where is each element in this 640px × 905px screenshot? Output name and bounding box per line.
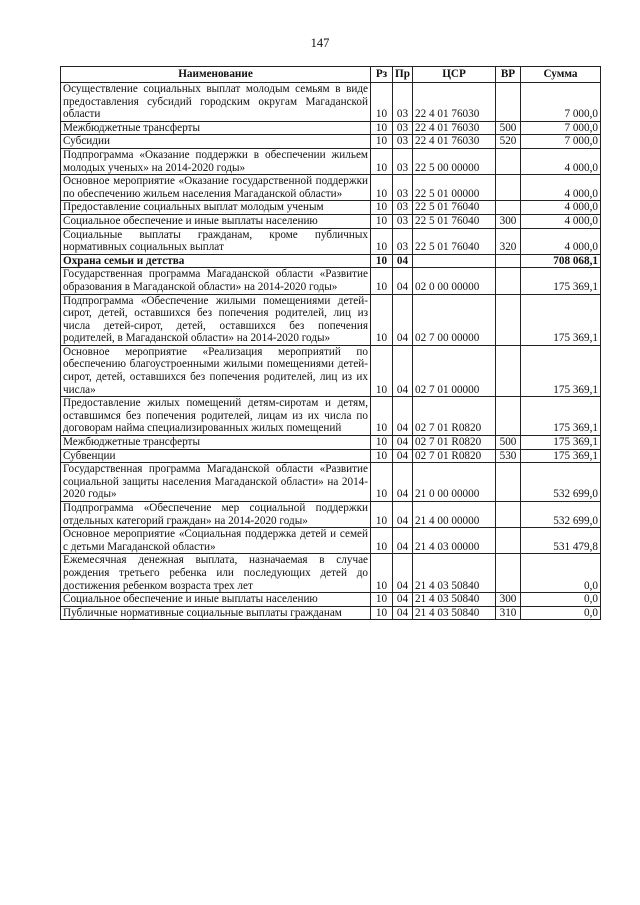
cell-sum: 175 369,1	[521, 397, 601, 436]
cell-name: Подпрограмма «Обеспечение мер социальной поддержки отдельных категорий граждан» на 2014-2020 годы»	[61, 502, 371, 528]
cell-vr	[496, 201, 521, 215]
table-row	[61, 449, 601, 463]
cell-sum: 175 369,1	[521, 268, 601, 294]
cell-name: Подпрограмма «Обеспечение жилыми помещениями детей-сирот, детей, оставшихся без попечения родителей, лиц из числа детей-сирот, детей, оставшихся без попечения родителей, в Магаданской области» на 2014-2020 годы»	[61, 294, 371, 345]
table-row	[61, 214, 601, 228]
table-row	[61, 436, 601, 450]
cell-csr: 22 5 01 76040	[413, 214, 496, 228]
cell-sum: 7 000,0	[521, 83, 601, 122]
cell-pr: 03	[393, 83, 413, 122]
cell-vr: 500	[496, 436, 521, 450]
header-vr: ВР	[496, 67, 521, 83]
cell-pr: 04	[393, 554, 413, 593]
cell-sum: 4 000,0	[521, 175, 601, 201]
cell-pr: 04	[393, 593, 413, 607]
cell-rz: 10	[371, 254, 393, 268]
table-row	[61, 135, 601, 149]
cell-sum: 175 369,1	[521, 436, 601, 450]
cell-rz: 10	[371, 148, 393, 174]
cell-name: Субвенции	[61, 449, 371, 463]
table-row	[61, 397, 601, 436]
cell-name: Подпрограмма «Оказание поддержки в обеспечении жильем молодых ученых» на 2014-2020 годы»	[61, 148, 371, 174]
cell-csr: 02 7 01 00000	[413, 345, 496, 396]
table-row	[61, 345, 601, 396]
cell-sum: 4 000,0	[521, 214, 601, 228]
cell-rz: 10	[371, 463, 393, 502]
cell-name: Социальное обеспечение и иные выплаты населению	[61, 593, 371, 607]
cell-pr: 04	[393, 254, 413, 268]
table-row	[61, 606, 601, 620]
cell-csr: 02 7 01 R0820	[413, 436, 496, 450]
cell-csr: 02 7 01 R0820	[413, 449, 496, 463]
header-csr: ЦСР	[413, 67, 496, 83]
cell-name: Социальное обеспечение и иные выплаты населению	[61, 214, 371, 228]
cell-rz: 10	[371, 606, 393, 620]
cell-csr: 02 0 00 00000	[413, 268, 496, 294]
cell-pr: 04	[393, 436, 413, 450]
cell-sum: 532 699,0	[521, 502, 601, 528]
cell-csr: 22 4 01 76030	[413, 121, 496, 135]
cell-pr: 03	[393, 201, 413, 215]
cell-sum: 0,0	[521, 593, 601, 607]
cell-pr: 03	[393, 135, 413, 149]
cell-rz: 10	[371, 201, 393, 215]
cell-pr: 04	[393, 397, 413, 436]
cell-name: Государственная программа Магаданской области «Развитие образования в Магаданской области» на 2014-2020 годы»	[61, 268, 371, 294]
budget-table	[60, 66, 601, 620]
cell-csr	[413, 254, 496, 268]
table-row	[61, 254, 601, 268]
table-row	[61, 593, 601, 607]
cell-csr: 21 4 03 00000	[413, 528, 496, 554]
cell-name: Субсидии	[61, 135, 371, 149]
cell-vr	[496, 502, 521, 528]
cell-pr: 03	[393, 121, 413, 135]
cell-sum: 532 699,0	[521, 463, 601, 502]
cell-rz: 10	[371, 83, 393, 122]
cell-rz: 10	[371, 228, 393, 254]
cell-sum: 175 369,1	[521, 449, 601, 463]
cell-name: Предоставление жилых помещений детям-сиротам и детям, оставшимся без попечения родителей, лицам из их числа по договорам найма специализированных жилых помещений	[61, 397, 371, 436]
cell-rz: 10	[371, 294, 393, 345]
cell-csr: 22 5 00 00000	[413, 148, 496, 174]
cell-vr	[496, 175, 521, 201]
cell-name: Охрана семьи и детства	[61, 254, 371, 268]
table-row	[61, 268, 601, 294]
cell-csr: 22 5 01 76040	[413, 201, 496, 215]
table-row	[61, 502, 601, 528]
cell-vr	[496, 528, 521, 554]
table-row	[61, 201, 601, 215]
cell-name: Ежемесячная денежная выплата, назначаемая в случае рождения третьего ребенка или последующих детей до достижения ребенком возраста трех лет	[61, 554, 371, 593]
cell-rz: 10	[371, 502, 393, 528]
cell-sum: 531 479,8	[521, 528, 601, 554]
cell-rz: 10	[371, 397, 393, 436]
cell-csr: 22 4 01 76030	[413, 83, 496, 122]
cell-rz: 10	[371, 121, 393, 135]
cell-pr: 04	[393, 345, 413, 396]
cell-name: Основное мероприятие «Оказание государственной поддержки по обеспечению жильем населения Магаданской области»	[61, 175, 371, 201]
cell-sum: 708 068,1	[521, 254, 601, 268]
cell-rz: 10	[371, 214, 393, 228]
cell-rz: 10	[371, 593, 393, 607]
cell-pr: 04	[393, 502, 413, 528]
table-body	[61, 83, 601, 620]
cell-vr: 520	[496, 135, 521, 149]
cell-pr: 04	[393, 449, 413, 463]
cell-sum: 4 000,0	[521, 228, 601, 254]
cell-csr: 21 4 03 50840	[413, 606, 496, 620]
cell-sum: 4 000,0	[521, 201, 601, 215]
cell-vr: 300	[496, 593, 521, 607]
cell-rz: 10	[371, 135, 393, 149]
cell-pr: 04	[393, 294, 413, 345]
cell-sum: 0,0	[521, 554, 601, 593]
cell-vr	[496, 554, 521, 593]
table-row	[61, 528, 601, 554]
cell-csr: 02 7 01 R0820	[413, 397, 496, 436]
cell-vr	[496, 268, 521, 294]
table-row	[61, 463, 601, 502]
table-row	[61, 83, 601, 122]
cell-vr	[496, 294, 521, 345]
cell-name: Межбюджетные трансферты	[61, 436, 371, 450]
cell-rz: 10	[371, 436, 393, 450]
header-rz: Рз	[371, 67, 393, 83]
cell-csr: 22 4 01 76030	[413, 135, 496, 149]
cell-rz: 10	[371, 449, 393, 463]
cell-pr: 04	[393, 528, 413, 554]
cell-name: Государственная программа Магаданской области «Развитие социальной защиты населения Магаданской области» на 2014-2020 годы»	[61, 463, 371, 502]
cell-pr: 03	[393, 148, 413, 174]
cell-name: Осуществление социальных выплат молодым семьям в виде предоставления субсидий городским округам Магаданской области	[61, 83, 371, 122]
header-sum: Сумма	[521, 67, 601, 83]
cell-name: Основное мероприятие «Реализация мероприятий по обеспечению благоустроенными жилыми помещениями детей-сирот, детей, оставшихся без попечения родителей, лиц из их числа»	[61, 345, 371, 396]
cell-csr: 21 4 03 50840	[413, 554, 496, 593]
cell-name: Социальные выплаты гражданам, кроме публичных нормативных социальных выплат	[61, 228, 371, 254]
cell-vr	[496, 397, 521, 436]
cell-name: Предоставление социальных выплат молодым ученым	[61, 201, 371, 215]
cell-rz: 10	[371, 345, 393, 396]
cell-pr: 04	[393, 268, 413, 294]
cell-vr	[496, 254, 521, 268]
cell-vr	[496, 463, 521, 502]
cell-csr: 22 5 01 00000	[413, 175, 496, 201]
cell-pr: 04	[393, 606, 413, 620]
cell-pr: 04	[393, 463, 413, 502]
cell-vr: 500	[496, 121, 521, 135]
cell-name: Межбюджетные трансферты	[61, 121, 371, 135]
cell-name: Публичные нормативные социальные выплаты гражданам	[61, 606, 371, 620]
table-row	[61, 175, 601, 201]
cell-csr: 22 5 01 76040	[413, 228, 496, 254]
cell-pr: 03	[393, 175, 413, 201]
table-row	[61, 294, 601, 345]
cell-sum: 7 000,0	[521, 121, 601, 135]
cell-csr: 21 4 00 00000	[413, 502, 496, 528]
table-row	[61, 121, 601, 135]
page-number: 147	[310, 36, 330, 50]
cell-rz: 10	[371, 528, 393, 554]
cell-sum: 175 369,1	[521, 345, 601, 396]
cell-sum: 7 000,0	[521, 135, 601, 149]
cell-csr: 02 7 00 00000	[413, 294, 496, 345]
cell-sum: 4 000,0	[521, 148, 601, 174]
table-row	[61, 228, 601, 254]
cell-name: Основное мероприятие «Социальная поддержка детей и семей с детьми Магаданской области»	[61, 528, 371, 554]
cell-csr: 21 0 00 00000	[413, 463, 496, 502]
cell-vr	[496, 148, 521, 174]
table-header-row	[61, 67, 601, 83]
cell-vr	[496, 83, 521, 122]
table-row	[61, 148, 601, 174]
cell-vr	[496, 345, 521, 396]
cell-vr: 320	[496, 228, 521, 254]
header-pr: Пр	[393, 67, 413, 83]
header-name: Наименование	[61, 67, 371, 83]
cell-rz: 10	[371, 554, 393, 593]
table-row	[61, 554, 601, 593]
cell-pr: 03	[393, 228, 413, 254]
cell-vr: 300	[496, 214, 521, 228]
cell-rz: 10	[371, 175, 393, 201]
cell-rz: 10	[371, 268, 393, 294]
cell-pr: 03	[393, 214, 413, 228]
cell-sum: 175 369,1	[521, 294, 601, 345]
cell-csr: 21 4 03 50840	[413, 593, 496, 607]
cell-vr: 310	[496, 606, 521, 620]
cell-sum: 0,0	[521, 606, 601, 620]
cell-vr: 530	[496, 449, 521, 463]
